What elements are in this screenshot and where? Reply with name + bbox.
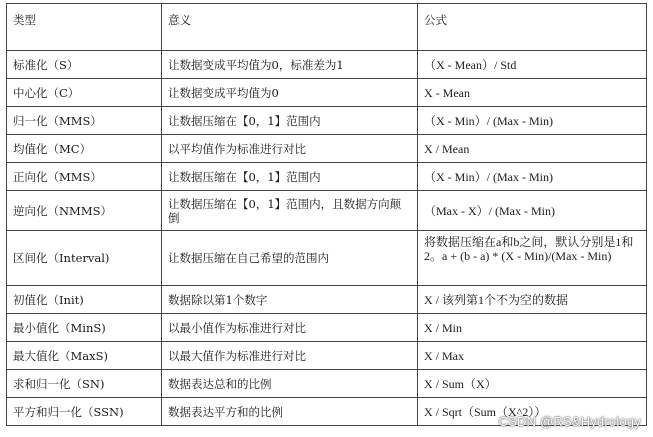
- cell-meaning: 以最大值作为标准进行对比: [162, 342, 418, 370]
- cell-formula: X / 该列第1个不为空的数据: [418, 286, 647, 314]
- cell-formula: （X - Min）/ (Max - Min): [418, 163, 647, 191]
- header-type: 类型: [7, 4, 162, 51]
- csdn-watermark: CSDN @RS&Hydrology: [498, 414, 641, 429]
- cell-meaning: 以最小值作为标准进行对比: [162, 314, 418, 342]
- cell-formula: X / Min: [418, 314, 647, 342]
- cell-meaning: 数据表达平方和的比例: [162, 398, 418, 426]
- cell-type: 求和归一化（SN): [7, 370, 162, 398]
- table-row: [7, 342, 647, 370]
- table-row: [7, 314, 647, 342]
- cell-type: 逆向化（NMMS）: [7, 191, 162, 231]
- cell-meaning: 数据表达总和的比例: [162, 370, 418, 398]
- table-row: [7, 370, 647, 398]
- cell-meaning: 让数据压缩在自己希望的范围内: [162, 231, 418, 286]
- cell-formula: 将数据压缩在a和b之间，默认分别是1和2。a + (b - a) * (X - Min)/(Max - Min): [418, 231, 647, 286]
- cell-meaning: 让数据压缩在【0，1】范围内，且数据方向颠倒: [162, 191, 418, 231]
- cell-type: 正向化（MMS）: [7, 163, 162, 191]
- cell-formula: （X - Min）/ (Max - Min): [418, 107, 647, 135]
- cell-formula: （X - Mean）/ Std: [418, 51, 647, 79]
- cell-formula: X / Max: [418, 342, 647, 370]
- cell-meaning: 数据除以第1个数字: [162, 286, 418, 314]
- cell-meaning: 以平均值作为标准进行对比: [162, 135, 418, 163]
- cell-type: 平方和归一化（SSN): [7, 398, 162, 426]
- normalization-methods-table: [6, 3, 647, 426]
- cell-type: 中心化（C）: [7, 79, 162, 107]
- cell-type: 最小值化（MinS): [7, 314, 162, 342]
- cell-type: 区间化（Interval): [7, 231, 162, 286]
- cell-formula: X / Mean: [418, 135, 647, 163]
- table-row: [7, 79, 647, 107]
- table-row: [7, 107, 647, 135]
- header-meaning: 意义: [162, 4, 418, 51]
- table-row: [7, 135, 647, 163]
- cell-formula: （Max - X）/ (Max - Min): [418, 191, 647, 231]
- cell-type: 标准化（S）: [7, 51, 162, 79]
- cell-type: 最大值化（MaxS): [7, 342, 162, 370]
- table-header-row: [7, 4, 647, 51]
- cell-formula: X / Sum（X）: [418, 370, 647, 398]
- table-row: [7, 191, 647, 231]
- table-row: [7, 51, 647, 79]
- cell-formula: X / Sqrt（Sum（X^2））: [418, 398, 647, 426]
- cell-type: 初值化（Init): [7, 286, 162, 314]
- cell-meaning: 让数据变成平均值为0: [162, 79, 418, 107]
- cell-meaning: 让数据压缩在【0，1】范围内: [162, 163, 418, 191]
- cell-meaning: 让数据变成平均值为0，标准差为1: [162, 51, 418, 79]
- cell-formula: X - Mean: [418, 79, 647, 107]
- cell-meaning: 让数据压缩在【0，1】范围内: [162, 107, 418, 135]
- normalization-table-container: [6, 3, 646, 426]
- table-row: [7, 286, 647, 314]
- table-row: [7, 163, 647, 191]
- cell-type: 均值化（MC）: [7, 135, 162, 163]
- table-row: [7, 231, 647, 286]
- header-formula: 公式: [418, 4, 647, 51]
- cell-type: 归一化（MMS）: [7, 107, 162, 135]
